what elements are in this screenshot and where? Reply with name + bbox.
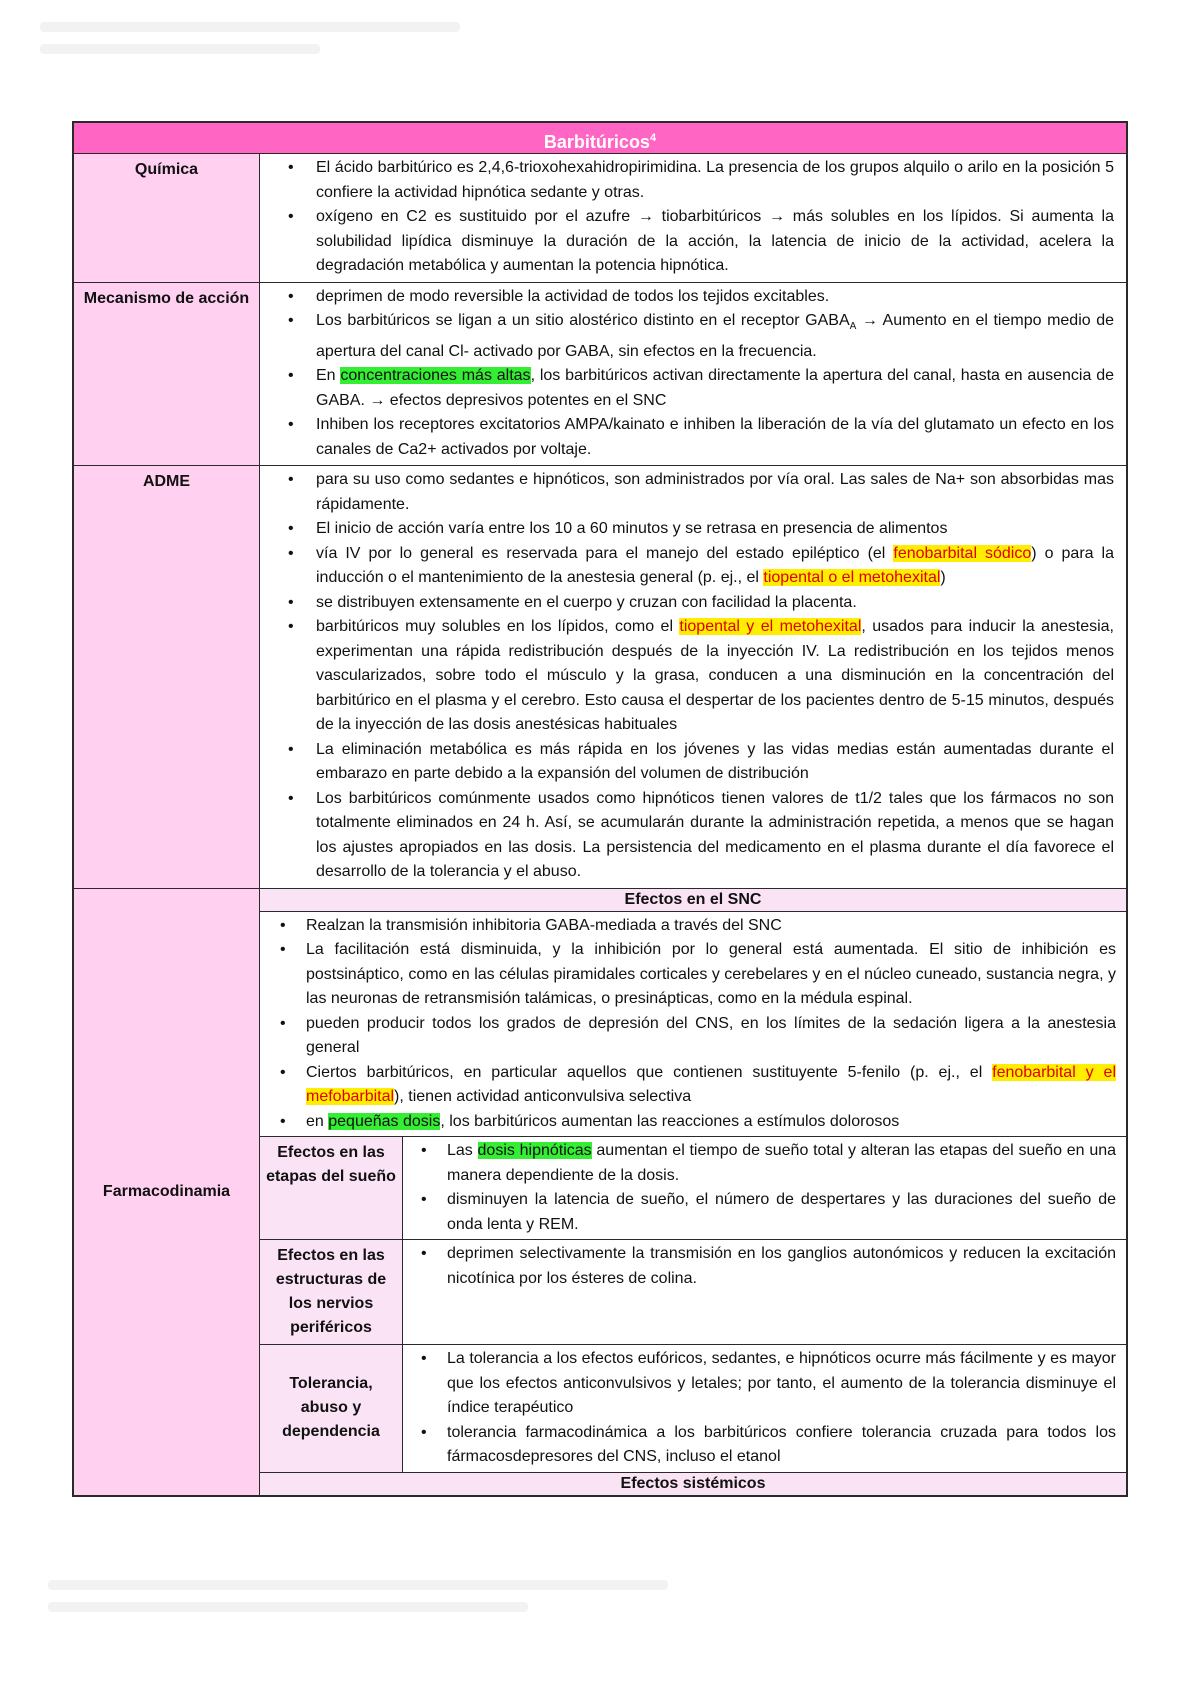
row-tolerancia [260, 1345, 1126, 1472]
list-item: • En concentraciones más altas, los barbitúricos activan directamente la apertura del canal, hasta en ausencia de GABA. → efectos depresivos potentes en el SNC [274, 364, 1114, 413]
table-title [74, 123, 1126, 154]
title-text: Barbitúricos [543, 132, 650, 152]
title-footnote: 4 [649, 132, 657, 144]
list-item: • La facilitación está disminuida, y la inhibición por lo general está aumentada. El sitio de inhibición es postsináptico, como en las células piramidales corticales y cerebelares y en el núcleo cuneado, sustancia negra, y las neuronas de retransmisión talámicas, o presinápticas, como en la médula espinal. [260, 938, 1116, 1012]
snc-list [260, 912, 1126, 1138]
content-tolerancia [403, 1345, 1126, 1472]
list-item: • para su uso como sedantes e hipnóticos, son administrados por vía oral. Las sales de Na+ son absorbidas mas rápidamente. [274, 468, 1114, 517]
highlight-yellow: tiopental y el metohexital [679, 618, 862, 636]
list-item: • La tolerancia a los efectos eufóricos, sedantes, e hipnóticos ocurre más fácilmente y es mayor que los efectos anticonvulsivos y letales; por tanto, el aumento de la tolerancia disminuye el índice terapéutico [403, 1347, 1116, 1421]
list-item: • Realzan la transmisión inhibitoria GABA-mediada a través del SNC [260, 914, 1116, 939]
list-item: • tolerancia farmacodinámica a los barbitúricos confiere tolerancia cruzada para todos los fármacosdepresores del CNS, incluso el etanol [403, 1421, 1116, 1470]
list-item: • vía IV por lo general es reservada para el manejo del estado epiléptico (el fenobarbital sódico) o para la inducción o el mantenimiento de la anestesia general (p. ej., el tiopental o el metohexital) [274, 542, 1114, 591]
subheading-efectos-sistemicos: Efectos sistémicos [260, 1472, 1126, 1495]
row-adme [74, 466, 1126, 889]
label-sueno: Efectos en las etapas del sueño [260, 1137, 403, 1239]
list-item: • Los barbitúricos comúnmente usados como hipnóticos tienen valores de t1/2 tales que los fármacos no son totalmente eliminados en 24 h. Así, se acumularán durante la administración repetida, a menos que se hagan los ajustes apropiados en las dosis. La persistencia del medicamento en el plasma durante el día favorece el desarrollo de la tolerancia y el abuso. [274, 787, 1114, 885]
row-farmacodinamia [74, 889, 1126, 1495]
list-item: • se distribuyen extensamente en el cuerpo y cruzan con facilidad la placenta. [274, 591, 1114, 616]
faded-header-text [40, 44, 320, 54]
subheading-efectos-snc: Efectos en el SNC [260, 889, 1126, 912]
highlight-yellow: tiopental o el metohexital [763, 569, 941, 587]
list-item: • El ácido barbitúrico es 2,4,6-trioxohexahidropirimidina. La presencia de los grupos alquilo o arilo en la posición 5 confiere la actividad hipnótica sedante y otras. [274, 156, 1114, 205]
list-item: • en pequeñas dosis, los barbitúricos aumentan las reacciones a estímulos dolorosos [260, 1110, 1116, 1135]
list-item: • pueden producir todos los grados de depresión del CNS, en los límites de la sedación ligera a la anestesia general [260, 1012, 1116, 1061]
label-farmacodinamia-text: Farmacodinamia [102, 1182, 231, 1200]
list-item: • deprimen de modo reversible la actividad de todos los tejidos excitables. [274, 285, 1114, 310]
content-adme [260, 466, 1126, 888]
label-adme: ADME [74, 466, 260, 888]
list-item: • oxígeno en C2 es sustituido por el azufre → tiobarbitúricos → más solubles en los lípidos. Si aumenta la solubilidad lipídica disminuye la duración de la acción, la latencia de inicio de la actividad, acelera la degradación metabólica y aumentan la potencia hipnótica. [274, 205, 1114, 279]
label-quimica: Química [74, 154, 260, 282]
row-quimica [74, 154, 1126, 283]
highlight-green: dosis hipnóticas [477, 1142, 592, 1160]
list-item: • Los barbitúricos se ligan a un sitio alostérico distinto en el receptor $GABA_A$ → Aumento en el tiempo medio de apertura del canal Cl- activado por GABA, sin efectos en la frecuencia. [274, 309, 1114, 364]
list-item: • deprimen selectivamente la transmisión en los ganglios autonómicos y reducen la excitación nicotínica por los ésteres de colina. [403, 1242, 1116, 1291]
list-item: • disminuyen la latencia de sueño, el número de despertares y las duraciones del sueño de onda lenta y REM. [403, 1188, 1116, 1237]
content-mecanismo [260, 283, 1126, 466]
content-sueno [403, 1137, 1126, 1239]
content-nervios [403, 1240, 1126, 1344]
highlight-yellow: fenobarbital sódico [893, 544, 1032, 562]
faded-footer-text [48, 1580, 668, 1590]
label-tolerancia-text: Tolerancia, abuso y dependencia [282, 1375, 380, 1441]
faded-footer-text [48, 1602, 528, 1612]
highlight-green: pequeñas dosis [328, 1112, 441, 1130]
list-item: • La eliminación metabólica es más rápida en los jóvenes y las vidas medias están aumentadas durante el embarazo en parte debido a la expansión del volumen de distribución [274, 738, 1114, 787]
row-nervios [260, 1240, 1126, 1345]
row-sueno [260, 1137, 1126, 1240]
list-item: • Ciertos barbitúricos, en particular aquellos que contienen sustituyente 5-fenilo (p. ej., el fenobarbital y el mefobarbital), tienen actividad anticonvulsiva selectiva [260, 1061, 1116, 1110]
list-item: • El inicio de acción varía entre los 10 a 60 minutos y se retrasa en presencia de alimentos [274, 517, 1114, 542]
list-item: • barbitúricos muy solubles en los lípidos, como el tiopental y el metohexital, usados para inducir la anestesia, experimentan una rápida redistribución después de la inyección IV. La redistribución en los tejidos menos vascularizados, sobre todo el músculo y la grasa, conducen a una disminución en la concentración del barbitúrico en el plasma y el cerebro. Esto causa el despertar de los pacientes dentro de 5-15 minutos, después de la inyección de las dosis anestésicas habituales [274, 615, 1114, 738]
highlight-green: concentraciones más altas [340, 367, 531, 385]
content-quimica [260, 154, 1126, 282]
list-item: • Las dosis hipnóticas aumentan el tiempo de sueño total y alteran las etapas del sueño en una manera dependiente de la dosis. [403, 1139, 1116, 1188]
barbituricos-table [72, 121, 1128, 1497]
label-farmacodinamia [74, 889, 260, 1495]
label-mecanismo: Mecanismo de acción [74, 283, 260, 466]
highlight-yellow: fenobarbital y el mefobarbital [306, 1063, 1116, 1106]
faded-header-text [40, 22, 460, 32]
content-farmacodinamia [260, 889, 1126, 1495]
list-item: • Inhiben los receptores excitatorios AMPA/kainato e inhiben la liberación de la vía del glutamato un efecto en los canales de Ca2+ activados por voltaje. [274, 413, 1114, 462]
row-mecanismo [74, 283, 1126, 467]
label-nervios: Efectos en las estructuras de los nervios periféricos [260, 1240, 403, 1344]
label-tolerancia [260, 1345, 403, 1472]
